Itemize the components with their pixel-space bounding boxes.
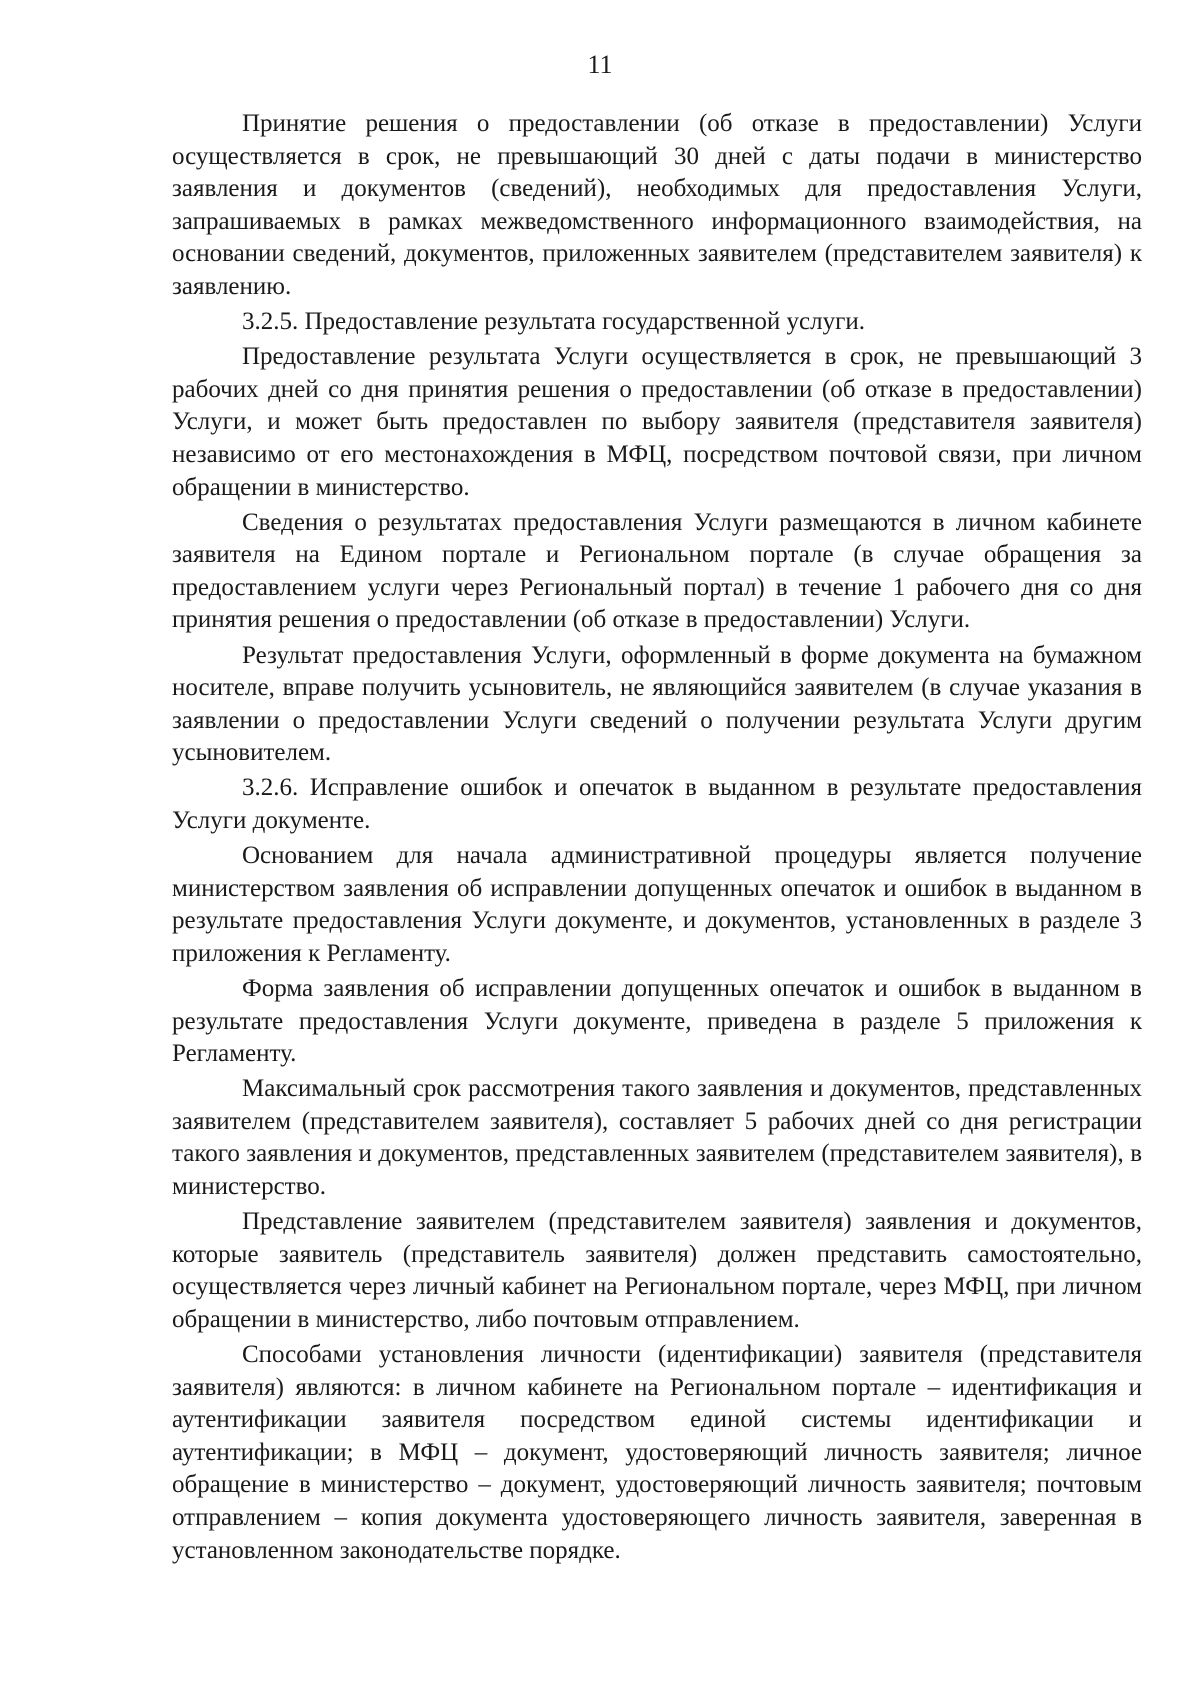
page-number: 11	[587, 50, 613, 79]
document-body	[172, 108, 1142, 1570]
paragraph-paper-result: Результат предоставления Услуги, оформленный в форме документа на бумажном носителе, вправе получить усыновитель, не являющийся заявителем (в случае указания в заявлении о предоставлении Услуги сведений о получении результата Услуги другим усыновителем.	[172, 641, 1142, 767]
paragraph-section-3-2-5-heading: 3.2.5. Предоставление результата государственной услуги.	[242, 308, 865, 336]
paragraph-decision-term: Принятие решения о предоставлении (об отказе в предоставлении) Услуги осуществляется в срок, не превышающий 30 дней с даты подачи в министерство заявления и документов (сведений), необходимых для предоставления Услуги, запрашиваемых в рамках межведомственного информационного взаимодействия, на основании сведений, документов, приложенных заявителем (представителем заявителя) к заявлению.	[172, 110, 1142, 300]
paragraph-submission: Представление заявителем (представителем заявителя) заявления и документов, которые заявитель (представитель заявителя) должен представить самостоятельно, осуществляется через личный кабинет на Региональном портале, через МФЦ, при личном обращении в министерство, либо почтовым отправлением.	[172, 1208, 1142, 1333]
paragraph-result-term: Предоставление результата Услуги осуществляется в срок, не превышающий 3 рабочих дней со дня принятия решения о предоставлении (об отказе в предоставлении) Услуги, и может быть предоставлен по выбору заявителя (представителя заявителя) независимо от его местонахождения в МФЦ, посредством почтовой связи, при личном обращении в министерство.	[172, 343, 1142, 501]
paragraph-procedure-basis: Основанием для начала административной процедуры является получение министерством заявления об исправлении допущенных опечаток и ошибок в выданном в результате предоставления Услуги документе, и документов, установленных в разделе 3 приложения к Регламенту.	[172, 842, 1142, 967]
paragraph-result-info: Сведения о результатах предоставления Услуги размещаются в личном кабинете заявителя на Едином портале и Региональном портале (в случае обращения за предоставлением услуги через Региональный портал) в течение 1 рабочего дня со дня принятия решения о предоставлении (об отказе в предоставлении) Услуги.	[172, 508, 1142, 634]
paragraph-identification: Способами установления личности (идентификации) заявителя (представителя заявителя) являются: в личном кабинете на Региональном портале – идентификация и аутентификации заявителя посредством единой системы идентификации и аутентификации; в МФЦ – документ, удостоверяющий личность заявителя; личное обращение в министерство – документ, удостоверяющий личность заявителя; почтовым отправлением – копия документа удостоверяющего личность заявителя, заверенная в установленном законодательстве порядке.	[172, 1340, 1142, 1564]
paragraph-section-3-2-6-heading: 3.2.6. Исправление ошибок и опечаток в выданном в результате предоставления Услуги документе.	[172, 774, 1142, 834]
paragraph-application-form: Форма заявления об исправлении допущенных опечаток и ошибок в выданном в результате предоставления Услуги документе, приведена в разделе 5 приложения к Регламенту.	[172, 974, 1142, 1068]
paragraph-review-term: Максимальный срок рассмотрения такого заявления и документов, представленных заявителем (представителем заявителя), составляет 5 рабочих дней со дня регистрации такого заявления и документов, представленных заявителем (представителем заявителя), в министерство.	[172, 1075, 1142, 1200]
